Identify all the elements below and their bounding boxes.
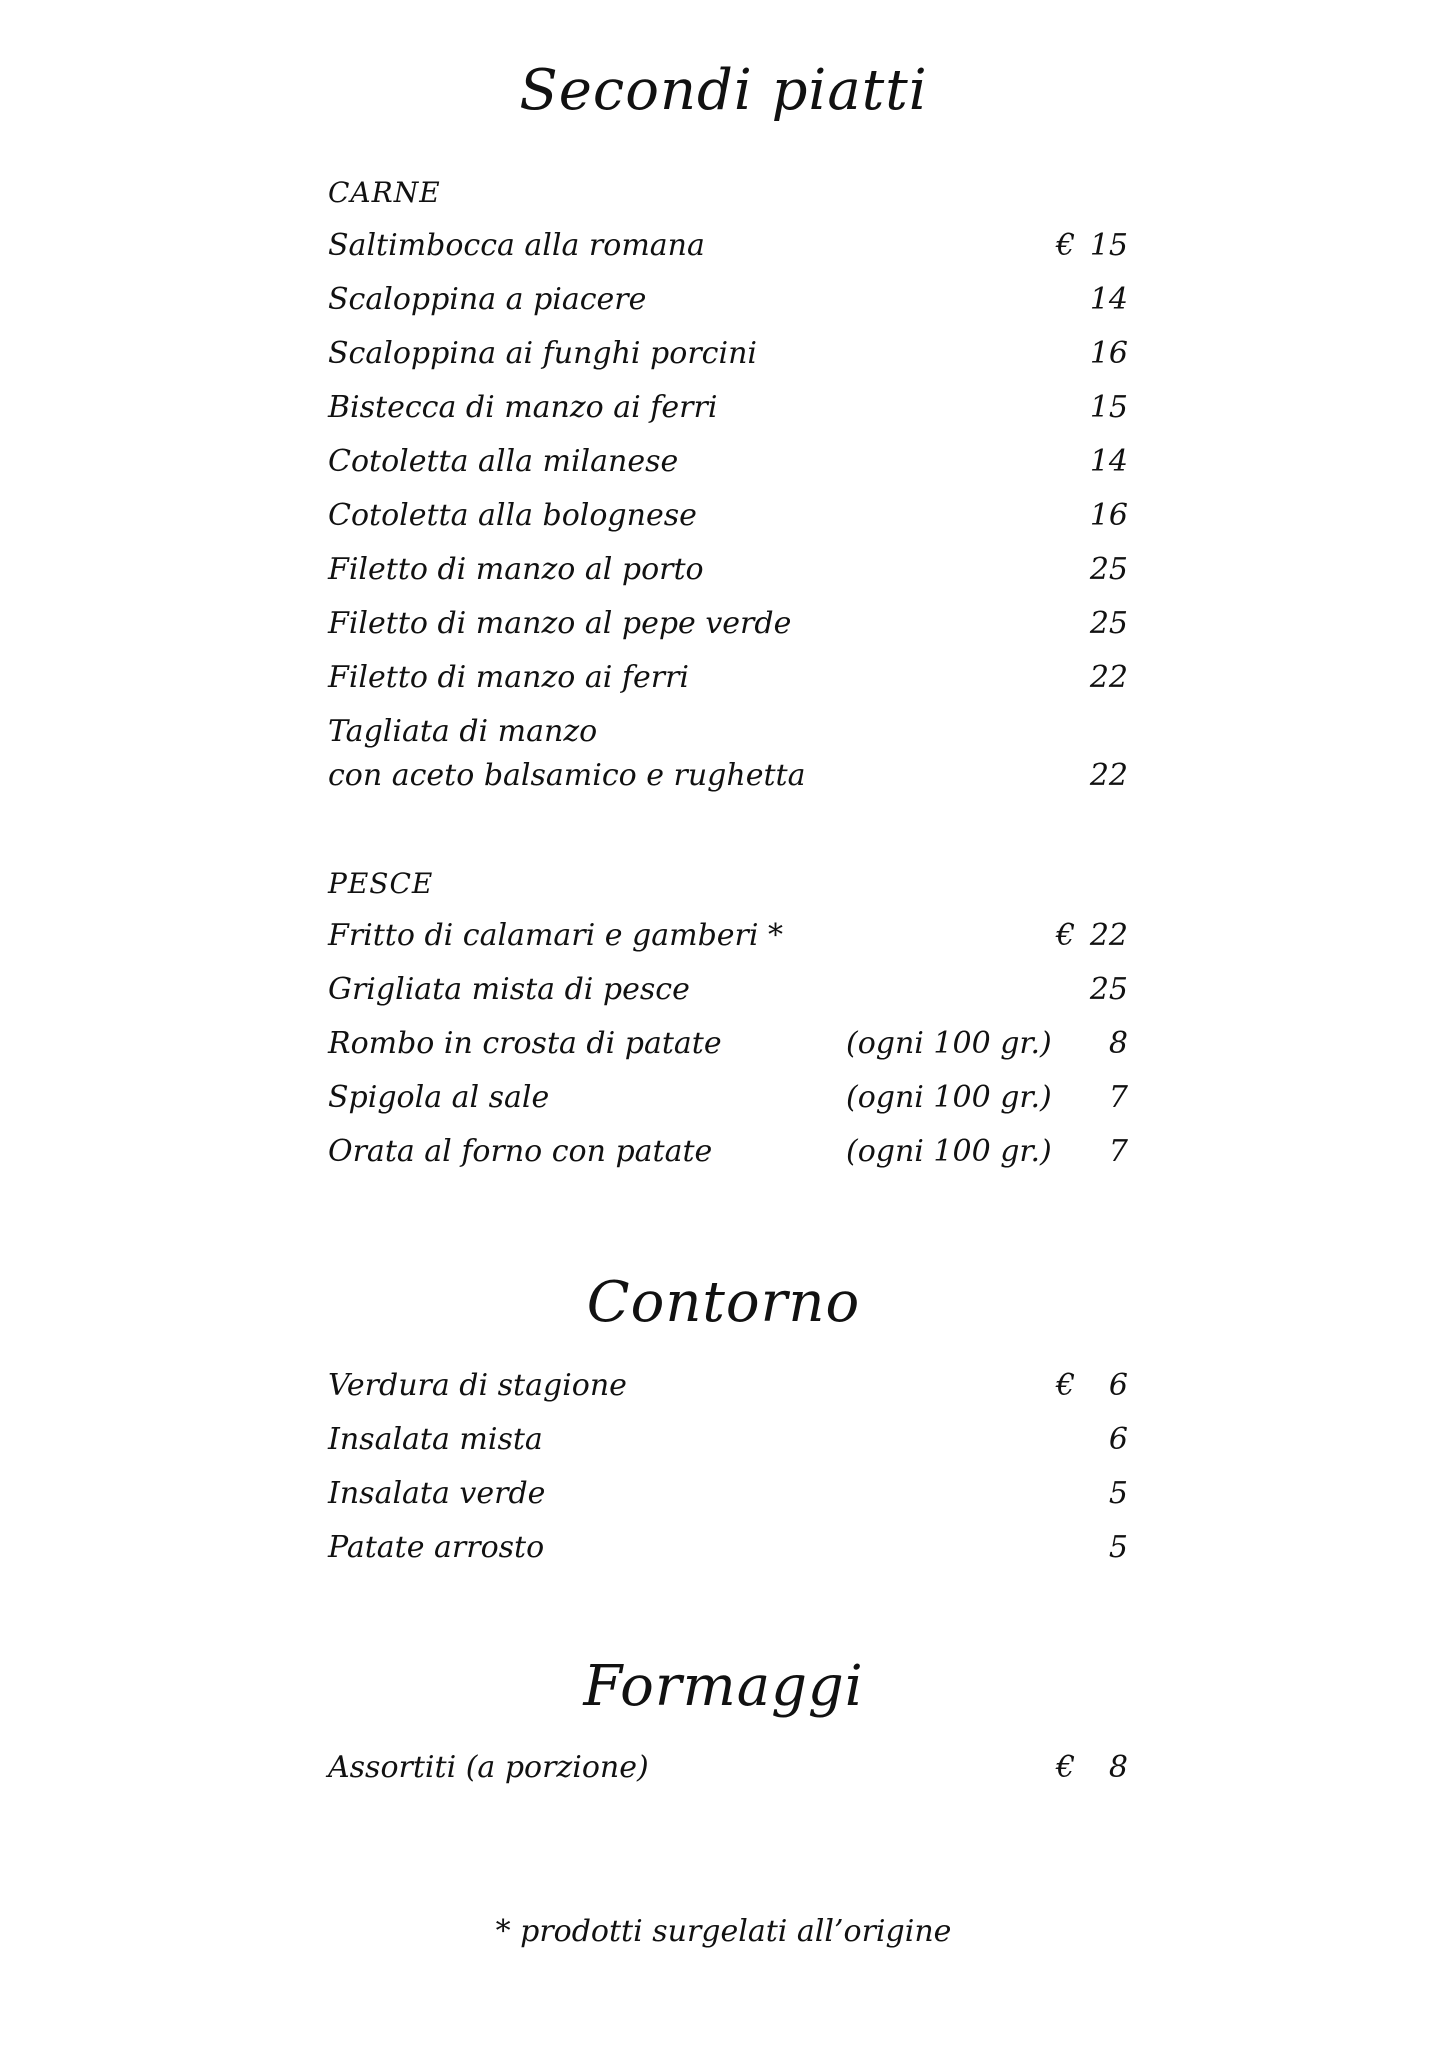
item-price: 25: [1089, 606, 1128, 641]
category-carne: CARNE: [328, 176, 441, 209]
item-price: 14: [1089, 444, 1128, 479]
secondi-title: Secondi piatti: [519, 58, 928, 123]
menu-item: [328, 1076, 1128, 1120]
currency-symbol: €: [1056, 228, 1076, 263]
menu-item: [328, 548, 1128, 592]
item-name: Cotoletta alla bolognese: [328, 498, 697, 533]
currency-symbol: €: [1056, 1368, 1076, 1403]
menu-item: [328, 278, 1128, 322]
category-pesce: PESCE: [328, 867, 434, 900]
currency-symbol: €: [1056, 918, 1076, 953]
item-name: Insalata verde: [328, 1476, 546, 1511]
item-price: 16: [1089, 336, 1128, 371]
item-price: 8: [1108, 1750, 1128, 1785]
item-price: 14: [1089, 282, 1128, 317]
menu-item: [328, 494, 1128, 538]
item-price: 22: [1089, 918, 1128, 953]
item-price: 7: [1108, 1080, 1128, 1115]
menu-item: [328, 1130, 1128, 1174]
item-name: Patate arrosto: [328, 1530, 545, 1565]
item-name-line2: con aceto balsamico e rughetta: [328, 758, 806, 793]
item-price: 6: [1108, 1368, 1128, 1403]
item-price: 5: [1108, 1530, 1128, 1565]
menu-item: [328, 1418, 1128, 1462]
item-name: Bistecca di manzo ai ferri: [328, 390, 718, 425]
item-price: 22: [1089, 660, 1128, 695]
item-name: Grigliata mista di pesce: [328, 972, 690, 1007]
menu-item: [328, 1526, 1128, 1570]
menu-item: [328, 440, 1128, 484]
menu-item: [328, 968, 1128, 1012]
item-name: Saltimbocca alla romana: [328, 228, 705, 263]
menu-item: [328, 1022, 1128, 1066]
item-price: 5: [1108, 1476, 1128, 1511]
item-name: Insalata mista: [328, 1422, 543, 1457]
item-name: Cotoletta alla milanese: [328, 444, 679, 479]
item-name: Filetto di manzo al porto: [328, 552, 704, 587]
menu-item: [328, 1746, 1128, 1790]
item-name: Fritto di calamari e gamberi *: [328, 918, 784, 953]
item-name: Tagliata di manzo: [328, 714, 598, 749]
item-name: Scaloppina ai funghi porcini: [328, 336, 757, 371]
item-note: (ogni 100 gr.): [846, 1134, 1052, 1169]
item-price: 7: [1108, 1134, 1128, 1169]
item-name: Scaloppina a piacere: [328, 282, 647, 317]
item-name: Spigola al sale: [328, 1080, 550, 1115]
item-price: 25: [1089, 552, 1128, 587]
item-price: 6: [1108, 1422, 1128, 1457]
item-price: 22: [1089, 758, 1128, 793]
formaggi-title: Formaggi: [583, 1654, 864, 1719]
item-name: Rombo in crosta di patate: [328, 1026, 722, 1061]
item-name: Filetto di manzo al pepe verde: [328, 606, 792, 641]
item-price: 25: [1089, 972, 1128, 1007]
item-note: (ogni 100 gr.): [846, 1080, 1052, 1115]
menu-item: [328, 602, 1128, 646]
item-price: 16: [1089, 498, 1128, 533]
item-name: Verdura di stagione: [328, 1368, 627, 1403]
menu-item: [328, 1472, 1128, 1516]
item-name: Assortiti (a porzione): [328, 1750, 649, 1785]
menu-item: [328, 224, 1128, 268]
item-price: 15: [1089, 390, 1128, 425]
item-name: Orata al forno con patate: [328, 1134, 713, 1169]
currency-symbol: €: [1056, 1750, 1076, 1785]
item-note: (ogni 100 gr.): [846, 1026, 1052, 1061]
item-price: 8: [1108, 1026, 1128, 1061]
contorno-title: Contorno: [586, 1270, 861, 1335]
menu-item: [328, 914, 1128, 958]
item-price: 15: [1089, 228, 1128, 263]
item-name: Filetto di manzo ai ferri: [328, 660, 690, 695]
menu-item: [328, 710, 1128, 800]
menu-item: [328, 386, 1128, 430]
menu-item: [328, 656, 1128, 700]
menu-item: [328, 1364, 1128, 1408]
footnote: * prodotti surgelati all’origine: [495, 1914, 952, 1949]
menu-item: [328, 332, 1128, 376]
